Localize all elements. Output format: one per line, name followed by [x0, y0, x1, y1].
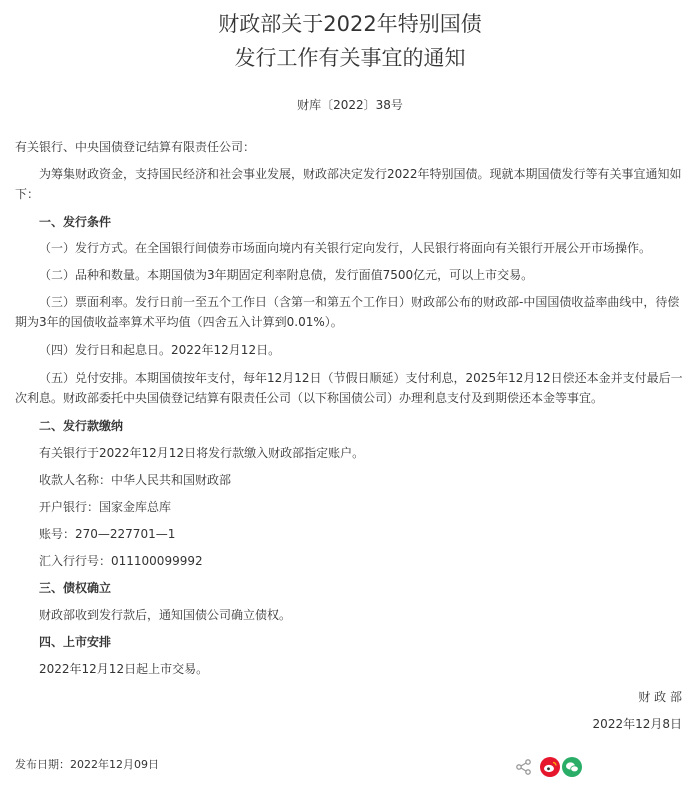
- bank-name: 开户银行：国家金库总库: [39, 500, 172, 514]
- share-link-icon[interactable]: [514, 757, 534, 777]
- section-1-item-2: （二）品种和数量。本期国债为3年期固定利率附息债，发行面值7500亿元，可以上市交易。: [39, 268, 534, 282]
- section-1-item-3: （三）票面利率。发行日前一至五个工作日（含第一和第五个工作日）财政部公布的财政部-中国国债收益率曲线中，待偿期为3年的国债收益率算术平均值（四舍五入计算到0.01%）。: [15, 295, 680, 329]
- section-2-item-1: 有关银行于2022年12月12日将发行款缴入财政部指定账户。: [39, 446, 365, 460]
- publish-date: 发布日期：2022年12月09日: [15, 758, 159, 771]
- section-1-item-1: （一）发行方式。在全国银行间债券市场面向境内有关银行定向发行，人民银行将面向有关银行开展公开市场操作。: [39, 241, 652, 255]
- section-2-heading: 二、发行款缴纳: [39, 419, 124, 433]
- section-4-item-1: 2022年12月12日起上市交易。: [39, 662, 209, 676]
- page-title-line2: 发行工作有关事宜的通知: [234, 46, 466, 70]
- section-3-heading: 三、债权确立: [39, 581, 112, 595]
- weibo-icon[interactable]: [540, 757, 560, 777]
- section-4-heading: 四、上市安排: [39, 635, 112, 649]
- document-number: 财库〔2022〕38号: [297, 98, 403, 112]
- section-1-heading: 一、发行条件: [39, 215, 112, 229]
- section-1-item-4: （四）发行日和起息日。2022年12月12日。: [39, 343, 281, 357]
- page-title-line1: 财政部关于2022年特别国债: [218, 12, 482, 36]
- recipient: 有关银行、中央国债登记结算有限责任公司：: [15, 140, 256, 154]
- bank-code: 汇入行行号：011100099992: [39, 554, 203, 568]
- signature: 财 政 部: [638, 690, 682, 704]
- section-1-item-5: （五）兑付安排。本期国债按年支付，每年12月12日（节假日顺延）支付利息，2025年12月12日偿还本金并支付最后一次利息。财政部委托中央国债登记结算有限责任公司（以下称国债公司）办理利息支付及到期偿还本金等事宜。: [15, 371, 683, 405]
- intro-paragraph: 为筹集财政资金，支持国民经济和社会事业发展，财政部决定发行2022年特别国债。现就本期国债发行等有关事宜通知如下：: [15, 167, 682, 201]
- account-number: 账号：270—227701—1: [39, 527, 176, 541]
- payee-name: 收款人名称：中华人民共和国财政部: [39, 473, 232, 487]
- wechat-icon[interactable]: [562, 757, 582, 777]
- sign-date: 2022年12月8日: [592, 717, 682, 731]
- section-3-item-1: 财政部收到发行款后，通知国债公司确立债权。: [39, 608, 292, 622]
